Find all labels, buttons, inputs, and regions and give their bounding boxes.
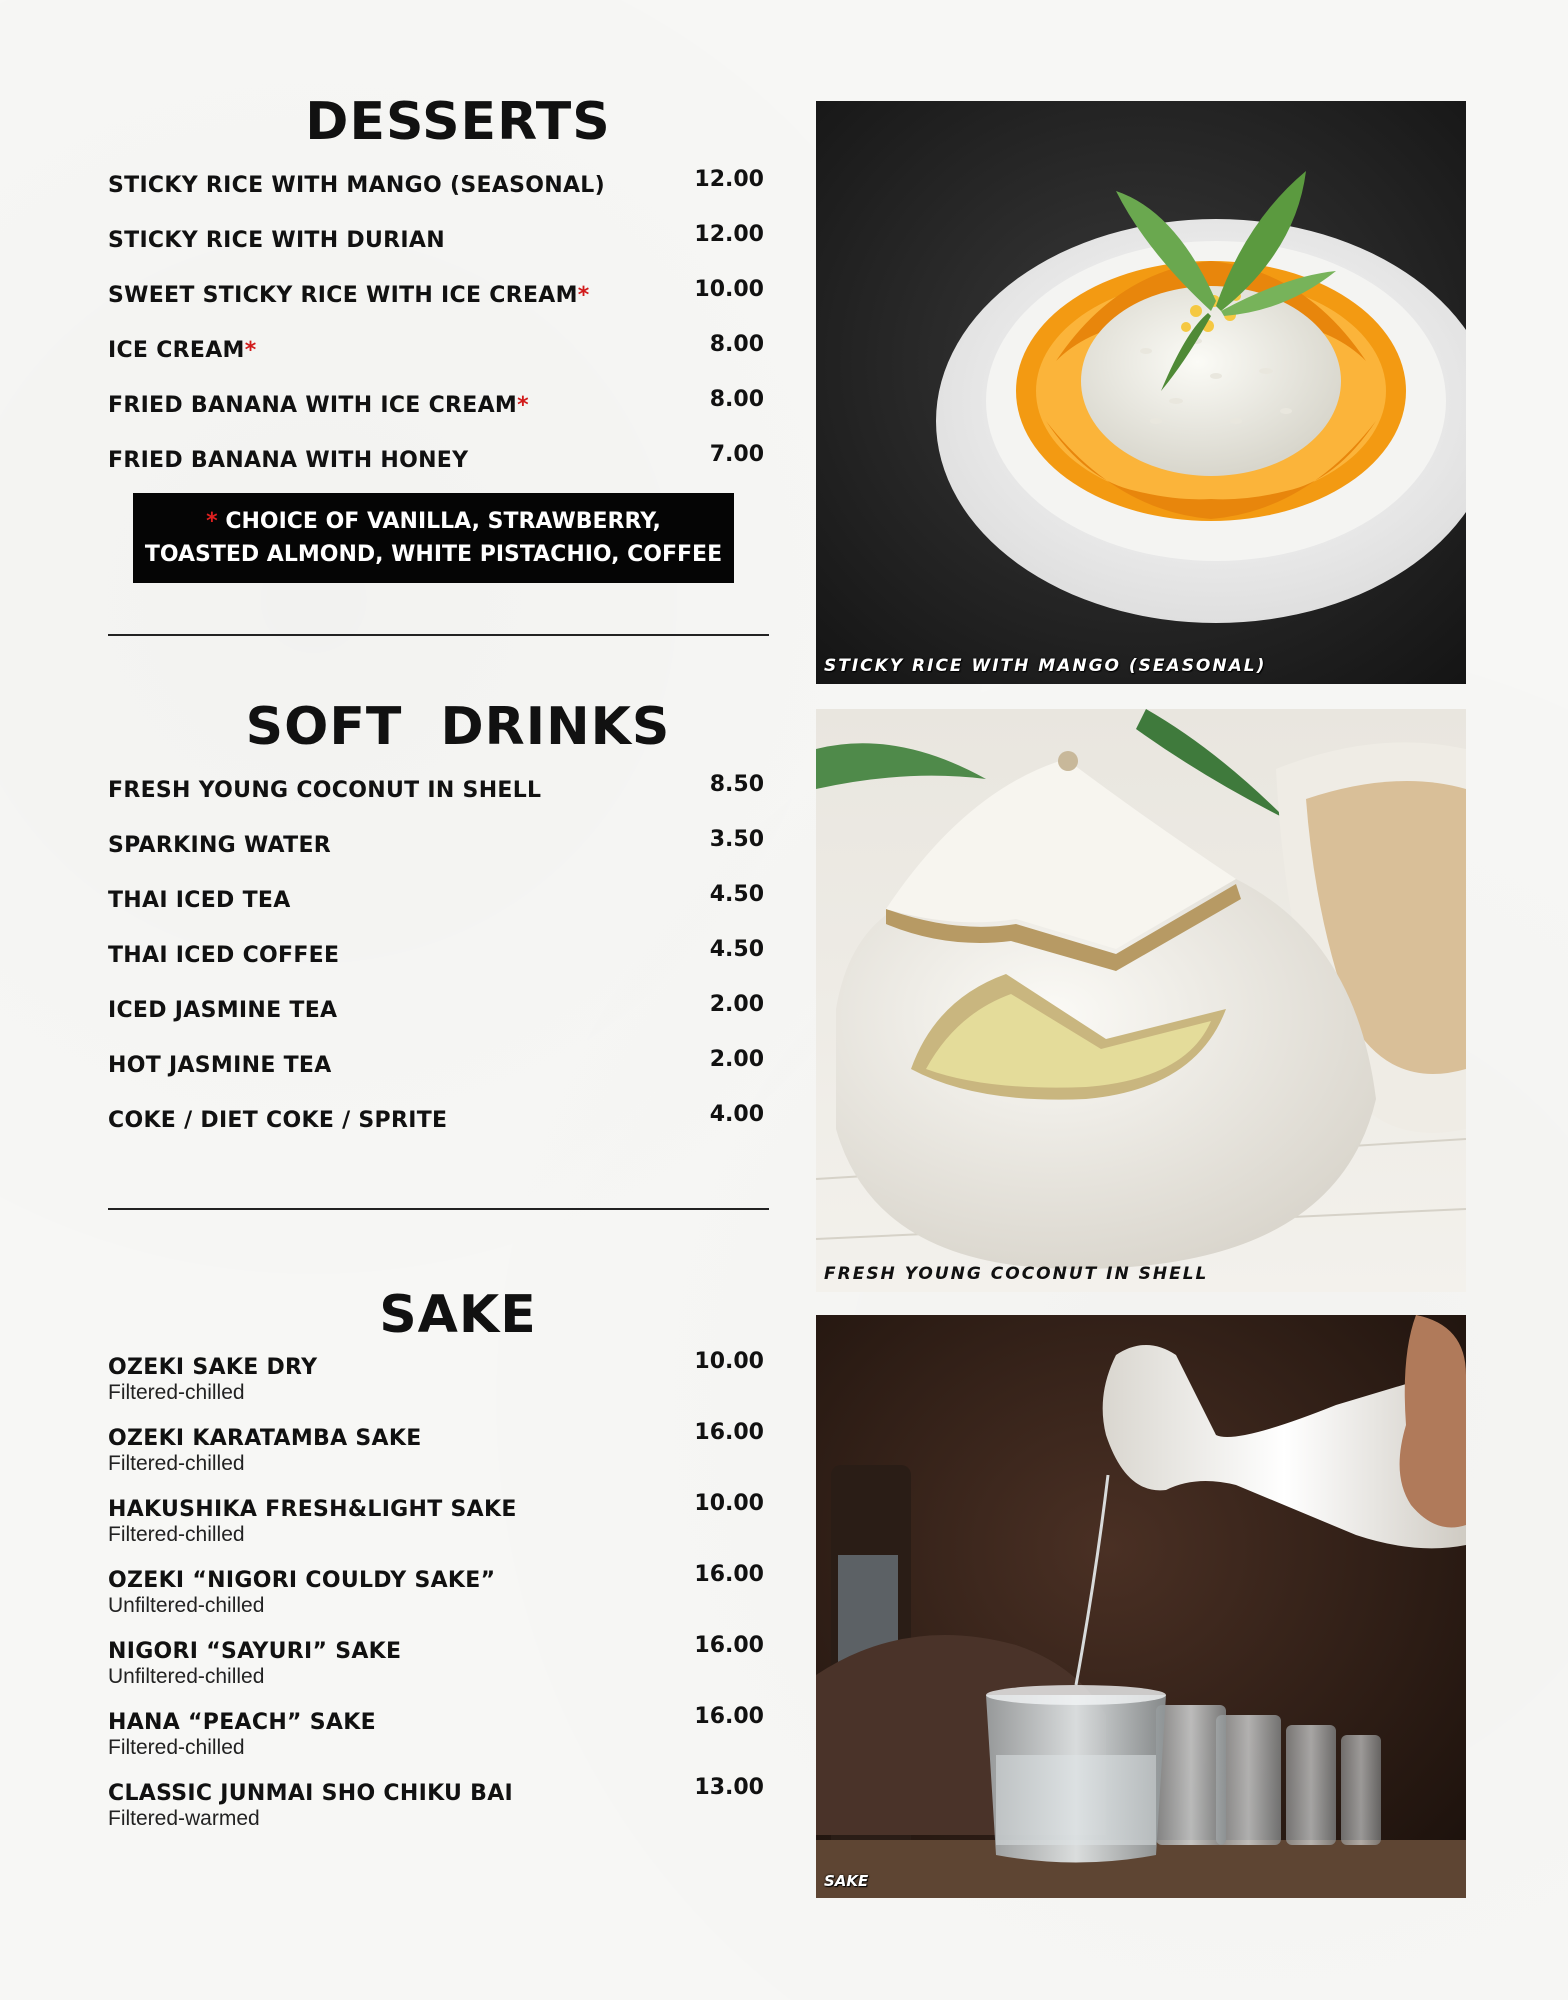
photo-caption-coconut: FRESH YOUNG COCONUT IN SHELL xyxy=(824,1264,1209,1284)
drink-item xyxy=(108,772,768,818)
drink-item xyxy=(108,1047,768,1093)
sake-style: Filtered-chilled xyxy=(108,1381,245,1404)
sake-pour-photo xyxy=(816,1315,1466,1898)
sake-name: CLASSIC JUNMAI SHO CHIKU BAI xyxy=(108,1781,514,1806)
sake-price: 16.00 xyxy=(694,1633,764,1658)
desserts-title: DESSERTS xyxy=(305,92,611,152)
sake-pour-illustration xyxy=(816,1315,1466,1898)
mango-sticky-rice-illustration xyxy=(816,101,1466,684)
sake-name: HAKUSHIKA FRESH&LIGHT SAKE xyxy=(108,1497,517,1522)
sake-price: 10.00 xyxy=(694,1349,764,1374)
dessert-name: ICE CREAM* xyxy=(108,338,257,363)
sake-item xyxy=(108,1704,768,1766)
drink-price: 2.00 xyxy=(709,992,764,1017)
dessert-name: FRIED BANANA WITH ICE CREAM* xyxy=(108,393,529,418)
young-coconut-photo xyxy=(816,709,1466,1292)
sake-price: 16.00 xyxy=(694,1562,764,1587)
sake-item xyxy=(108,1491,768,1553)
dessert-price: 10.00 xyxy=(694,277,764,302)
mango-sticky-rice-photo xyxy=(816,101,1466,684)
sake-style: Unfiltered-chilled xyxy=(108,1665,265,1688)
drink-price: 3.50 xyxy=(709,827,764,852)
drink-price: 4.00 xyxy=(709,1102,764,1127)
dessert-item xyxy=(108,167,768,213)
drink-item xyxy=(108,882,768,928)
sake-name: OZEKI KARATAMBA SAKE xyxy=(108,1426,422,1451)
dessert-price: 8.00 xyxy=(709,332,764,357)
sake-item xyxy=(108,1775,768,1837)
dessert-price: 12.00 xyxy=(694,222,764,247)
drink-price: 2.00 xyxy=(709,1047,764,1072)
drink-item xyxy=(108,1102,768,1148)
sake-item xyxy=(108,1562,768,1624)
dessert-item xyxy=(108,387,768,433)
dessert-price: 7.00 xyxy=(709,442,764,467)
dessert-price: 8.00 xyxy=(709,387,764,412)
sake-style: Filtered-chilled xyxy=(108,1523,245,1546)
dessert-name: FRIED BANANA WITH HONEY xyxy=(108,448,469,473)
drink-item xyxy=(108,827,768,873)
sake-name: HANA “PEACH” SAKE xyxy=(108,1710,376,1735)
sake-item xyxy=(108,1633,768,1695)
drink-price: 8.50 xyxy=(709,772,764,797)
drink-price: 4.50 xyxy=(709,937,764,962)
sake-name: NIGORI “SAYURI” SAKE xyxy=(108,1639,402,1664)
photo-caption-mango: STICKY RICE WITH MANGO (SEASONAL) xyxy=(824,656,1267,676)
drink-name: HOT JASMINE TEA xyxy=(108,1053,332,1078)
dessert-item xyxy=(108,277,768,323)
drink-price: 4.50 xyxy=(709,882,764,907)
dessert-name: STICKY RICE WITH DURIAN xyxy=(108,228,445,253)
sake-price: 10.00 xyxy=(694,1491,764,1516)
drink-item xyxy=(108,937,768,983)
drink-item xyxy=(108,992,768,1038)
sake-name: OZEKI SAKE DRY xyxy=(108,1355,318,1380)
sake-style: Unfiltered-chilled xyxy=(108,1594,265,1617)
sake-name: OZEKI “NIGORI COULDY SAKE” xyxy=(108,1568,496,1593)
drink-name: SPARKING WATER xyxy=(108,833,332,858)
note-line-1: * CHOICE OF VANILLA, STRAWBERRY, xyxy=(206,509,661,534)
dessert-item xyxy=(108,332,768,378)
photo-caption-sake: SAKE xyxy=(824,1872,869,1890)
sake-price: 16.00 xyxy=(694,1704,764,1729)
drink-name: ICED JASMINE TEA xyxy=(108,998,338,1023)
sake-item xyxy=(108,1420,768,1482)
sake-price: 16.00 xyxy=(694,1420,764,1445)
note-line-2: TOASTED ALMOND, WHITE PISTACHIO, COFFEE xyxy=(144,542,723,567)
drink-name: THAI ICED TEA xyxy=(108,888,291,913)
young-coconut-illustration xyxy=(816,709,1466,1292)
section-divider xyxy=(108,1208,769,1210)
sake-style: Filtered-warmed xyxy=(108,1807,260,1830)
section-divider xyxy=(108,634,769,636)
dessert-price: 12.00 xyxy=(694,167,764,192)
sake-item xyxy=(108,1349,768,1411)
soft-drinks-title: SOFT DRINKS xyxy=(245,697,671,757)
sake-style: Filtered-chilled xyxy=(108,1452,245,1475)
dessert-name: SWEET STICKY RICE WITH ICE CREAM* xyxy=(108,283,590,308)
ice-cream-flavors-note xyxy=(133,493,734,583)
sake-price: 13.00 xyxy=(694,1775,764,1800)
sake-title: SAKE xyxy=(379,1285,537,1345)
drink-name: THAI ICED COFFEE xyxy=(108,943,340,968)
dessert-name: STICKY RICE WITH MANGO (SEASONAL) xyxy=(108,173,605,198)
drink-name: COKE / DIET COKE / SPRITE xyxy=(108,1108,448,1133)
dessert-item xyxy=(108,222,768,268)
dessert-item xyxy=(108,442,768,488)
drink-name: FRESH YOUNG COCONUT IN SHELL xyxy=(108,778,542,803)
sake-style: Filtered-chilled xyxy=(108,1736,245,1759)
